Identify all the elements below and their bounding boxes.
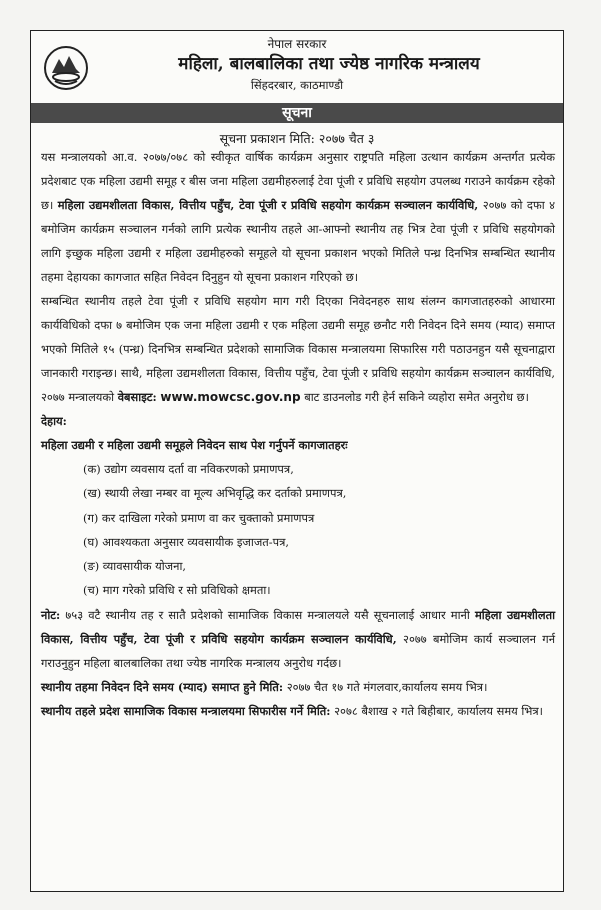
note-paragraph (41, 603, 555, 675)
paragraph-selection (41, 289, 555, 409)
documents-list (41, 457, 555, 603)
ministry-name: महिला, बालबालिका तथा ज्येष्ठ नागरिक मन्त्रालय (178, 54, 480, 74)
deadline-local (41, 675, 555, 699)
notice-header (31, 31, 563, 101)
notice-body (41, 145, 555, 723)
selection-text: सम्बन्धित स्थानीय तहले टेवा पूंजी र प्रविधि सहयोग माग गरी दिएका निवेदनहरु साथ संलग्न कागजातहरुको आधारमा कार्यविधिको दफा ७ बमोजिम एक जना महिला उद्यमी र एक महिला उद्यमी समूह छनौट गरी निवेदन दिने समय (म्याद) समाप्त भएको मितिले १५ (पन्ध्र) दिनभित्र सम्बन्धित प्रदेशको सामाजिक विकास मन्त्रालयमा सिफारिस गरी पठाउनहुन यसै सूचनाद्वारा जानकारी गराइन्छ। साथै, महिला उद्यमशीलता विकास, वित्तीय पहुँच, टेवा पूंजी र प्रविधि सहयोग कार्यक्रम सञ्चालन कार्यविधि, २०७७ मन्त्रालयको (41, 294, 555, 404)
list-item: (ख) स्थायी लेखा नम्बर वा मूल्य अभिवृद्धि कर दर्ताको प्रमाणपत्र, (83, 486, 347, 501)
deadline-local-label: स्थानीय तहमा निवेदन दिने समय (म्याद) समाप्त हुने मिति: (41, 679, 284, 694)
paragraph-intro (41, 145, 555, 289)
deadline-province (41, 699, 555, 723)
note-text: ७५३ वटै स्थानीय तह र सातै प्रदेशको सामाजिक विकास मन्त्रालयले यसै सूचनालाई आधार मानी (65, 607, 470, 622)
list-item: (क) उद्योग व्यवसाय दर्ता वा नविकरणको प्रमाणपत्र, (83, 462, 294, 476)
notice-title: सूचना (31, 103, 563, 123)
list-item: (ग) कर दाखिला गरेको प्रमाण वा कर चुक्ताको प्रमाणपत्र (83, 510, 315, 525)
list-item: (ङ) व्यावसायीक योजना, (83, 559, 187, 574)
website-link[interactable]: www.mowcsc.gov.np (160, 390, 301, 404)
deadline-local-value: २०७७ चैत १७ गते मंगलवार,कार्यालय समय भित्र। (286, 679, 488, 694)
intro-text: यस मन्त्रालयको आ.व. २०७७/०७८ को स्वीकृत वार्षिक कार्यक्रम अनुसार राष्ट्रपति महिला उत्थान कार्यक्रम अन्तर्गत प्रत्येक प्रदेशबाट एक महिला उद्यमी समूह र बीस जना महिला उद्यमीहरुलाई टेवा पूंजी र प्रविधि सहयोग उपलब्ध गराउने कार्यक्रम रहेको छ। (41, 150, 555, 212)
note-label: नोट: (41, 607, 61, 622)
deadline-province-value: २०७८ बैशाख २ गते बिहीबार, कार्यालय समय भित्र। (334, 703, 543, 718)
documents-heading: महिला उद्यमी र महिला उद्यमी समूहले निवेदन साथ पेश गर्नुपर्ने कागजातहरः (41, 438, 348, 452)
government-name: नेपाल सरकार (267, 37, 327, 51)
intro-text-cont: २०७७ को दफा ४ बमोजिम कार्यक्रम सञ्चालन गर्नको लागि प्रत्येक स्थानीय तहले आ-आफ्नो स्थानीय तह भित्र टेवा पूंजी र प्रविधि सहयोगको लागि इच्छुक महिला उद्यमी र महिला उद्यमीहरुको समूहले यो सूचना प्रकाशन भएको मितिले पन्ध्र दिनभित्र सम्बन्धित स्थानीय तहमा देहायका कागजात सहित निवेदन दिनुहुन यो सूचना प्रकाशन गरिएको छ। (41, 198, 556, 284)
note-procedure-name: महिला उद्यमशीलता विकास, वित्तीय पहुँच, टेवा पूंजी र प्रविधि सहयोग कार्यक्रम सञ्चालन कार्यविधि, (41, 607, 556, 646)
ministry-location: सिंहदरबार, काठमाण्डौ (250, 78, 344, 92)
list-item: (घ) आवश्यकता अनुसार व्यवसायीक इजाजत-पत्र, (83, 534, 290, 549)
website-label: वेबसाइट: (117, 390, 157, 404)
list-item: (च) माग गरेको प्रविधि र सो प्रविधिको क्षमता। (83, 583, 271, 598)
selection-text-cont: बाट डाउनलोड गरी हेर्न सकिने व्यहोरा समेत अनुरोध छ। (304, 390, 529, 404)
annex-heading: देहाय: (41, 414, 67, 428)
note-text-cont: २०७७ बमोजिम कार्य सञ्चालन गर्न गराउनुहुन महिला बालबालिका तथा ज्येष्ठ नागरिक मन्त्रालय अनुरोध गर्दछ। (41, 631, 556, 670)
publish-date: सूचना प्रकाशन मिति: २०७७ चैत ३ (219, 131, 375, 146)
deadline-province-label: स्थानीय तहले प्रदेश सामाजिक विकास मन्त्रालयमा सिफारीस गर्ने मिति: (41, 703, 331, 718)
notice-document (30, 30, 564, 892)
procedure-name: महिला उद्यमशीलता विकास, वित्तीय पहुँच, टेवा पूंजी र प्रविधि सहयोग कार्यक्रम सञ्चालन कार्यविधि, (57, 198, 479, 212)
